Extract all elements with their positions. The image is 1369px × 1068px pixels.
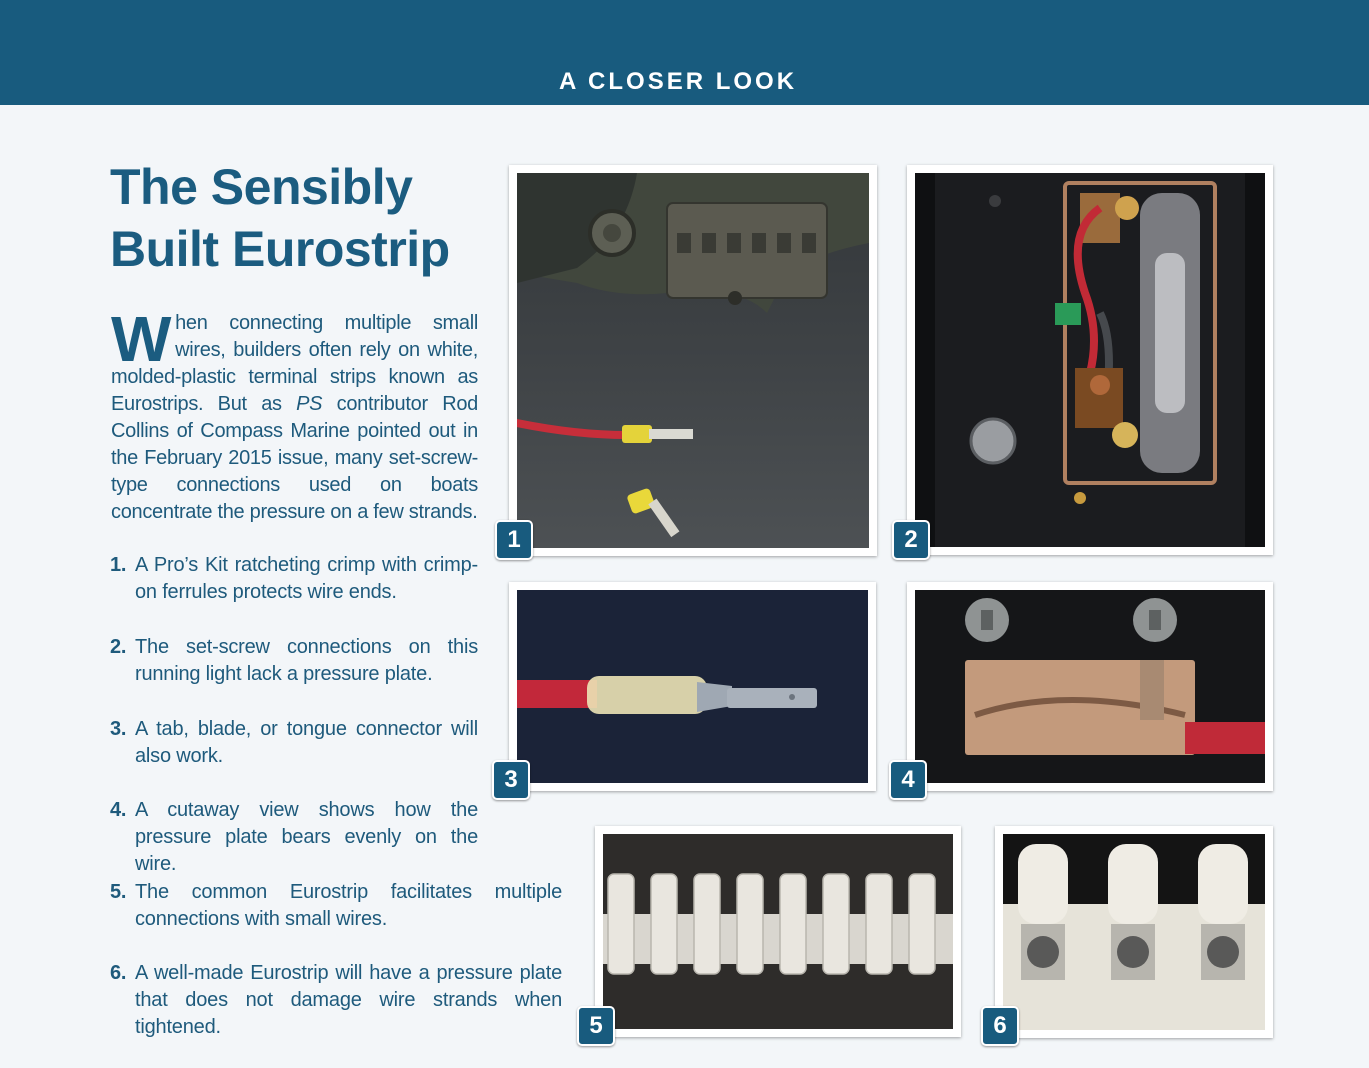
caption-2 <box>110 634 478 688</box>
intro-text-end: contributor Rod Collins of Compass Marine pointed out in the February 2015 issue, many set-screw-type connections used on boats concentrate the pressure on a few strands. <box>111 393 478 523</box>
caption-4 <box>110 797 478 878</box>
photo-tab-connector <box>509 582 876 791</box>
caption-5 <box>110 879 562 933</box>
caption-number: 2. <box>110 636 127 658</box>
article-intro <box>111 303 478 526</box>
photo-badge-6: 6 <box>981 1006 1019 1046</box>
photo-badge-2: 2 <box>892 520 930 560</box>
photo-badge-5: 5 <box>577 1006 615 1046</box>
caption-text: A cutaway view shows how the pressure plate bears evenly on the wire. <box>135 799 478 875</box>
eurostrip-illustration <box>603 834 953 1029</box>
caption-text: A Pro’s Kit ratcheting crimp with crimp-on ferrules protects wire ends. <box>135 554 478 603</box>
photo-badge-4: 4 <box>889 760 927 800</box>
caption-3 <box>110 716 478 770</box>
caption-number: 5. <box>110 881 127 903</box>
photo-badge-1: 1 <box>495 520 533 560</box>
caption-6 <box>110 960 562 1041</box>
article-headline: The Sensibly Built Eurostrip <box>110 159 450 277</box>
photo-cutaway <box>907 582 1273 791</box>
caption-text: A tab, blade, or tongue connector will also work. <box>135 718 478 767</box>
caption-1 <box>110 552 478 606</box>
cutaway-illustration <box>915 590 1265 783</box>
photo-badge-3: 3 <box>492 760 530 800</box>
section-title: A CLOSER LOOK <box>558 68 798 95</box>
caption-number: 3. <box>110 718 127 740</box>
caption-text: A well-made Eurostrip will have a pressure plate that does not damage wire strands when tightened. <box>135 962 562 1038</box>
tab-connector-illustration <box>517 590 868 783</box>
photo-running-light <box>907 165 1273 555</box>
caption-number: 4. <box>110 799 127 821</box>
section-banner <box>0 0 1369 105</box>
caption-text: The set-screw connections on this running light lack a pressure plate. <box>135 636 478 685</box>
intro-publication: PS <box>296 393 323 415</box>
drop-cap: W <box>111 303 172 375</box>
crimp-tool-illustration <box>517 173 869 548</box>
pressure-plate-eurostrip-illustration <box>1003 834 1265 1030</box>
photo-pressure-plate-eurostrip <box>995 826 1273 1038</box>
caption-number: 6. <box>110 962 127 984</box>
photo-crimp-tool <box>509 165 877 556</box>
running-light-illustration <box>915 173 1265 547</box>
caption-text: The common Eurostrip facilitates multiple connections with small wires. <box>135 881 562 930</box>
caption-number: 1. <box>110 554 127 576</box>
intro-text: hen connecting multiple small wires, builders often rely on white, molded-plastic terminal strips known as Eurostrips. But as <box>111 312 478 415</box>
photo-eurostrip <box>595 826 961 1037</box>
